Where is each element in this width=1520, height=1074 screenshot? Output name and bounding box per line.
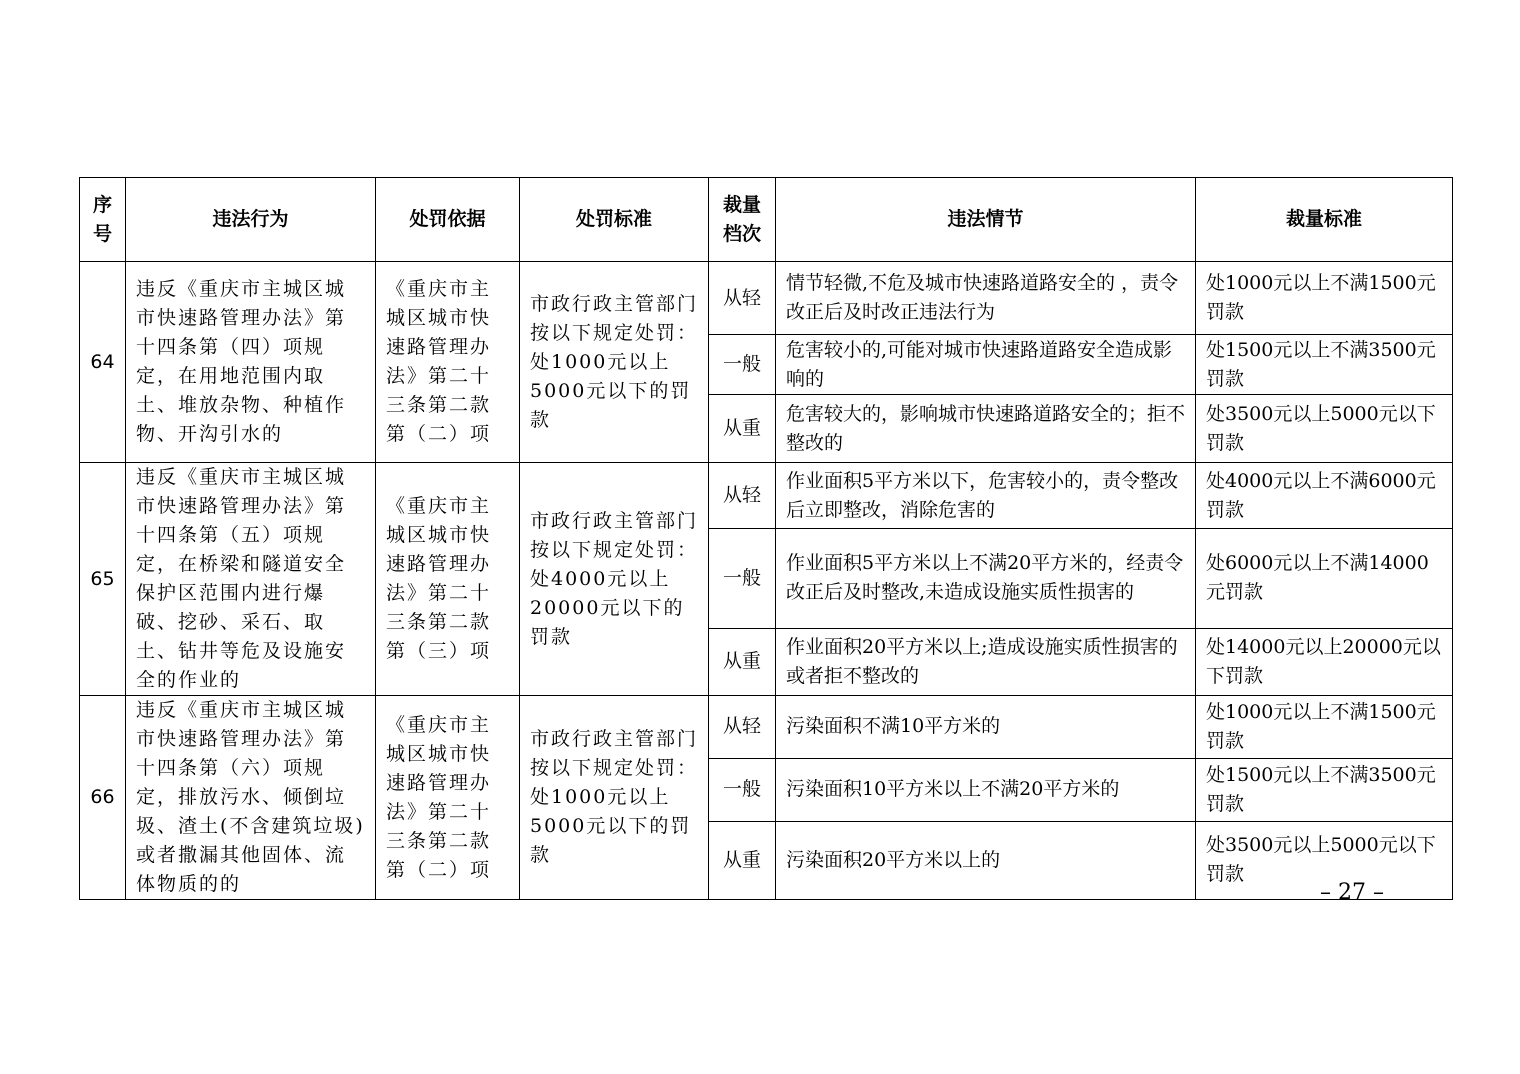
row-discretion: 处14000元以上20000元以下罚款 (1196, 628, 1453, 695)
row-discretion: 处1500元以上不满3500元罚款 (1196, 758, 1453, 821)
row-grade: 从轻 (709, 696, 776, 759)
row-discretion: 处3500元以上5000元以下罚款 (1196, 395, 1453, 463)
row-grade: 一般 (709, 529, 776, 629)
row-violation: 违反《重庆市主城区城市快速路管理办法》第十四条第（五）项规定，在桥梁和隧道安全保护区范围内进行爆破、挖砂、采石、取土、钻井等危及设施安全的作业的 (126, 463, 376, 696)
row-grade: 从重 (709, 821, 776, 899)
row-seq: 65 (80, 463, 126, 696)
header-circumstance: 违法情节 (776, 178, 1196, 262)
row-discretion: 处3500元以上5000元以下罚款 (1196, 821, 1453, 899)
header-discretion: 裁量标准 (1196, 178, 1453, 262)
row-circumstance: 危害较小的,可能对城市快速路道路安全造成影响的 (776, 335, 1196, 395)
header-seq: 序号 (80, 178, 126, 262)
row-circumstance: 危害较大的，影响城市快速路道路安全的；拒不整改的 (776, 395, 1196, 463)
row-seq: 66 (80, 696, 126, 900)
page-number: – 27 – (1320, 880, 1384, 905)
row-discretion: 处1500元以上不满3500元罚款 (1196, 335, 1453, 395)
row-discretion: 处6000元以上不满14000元罚款 (1196, 529, 1453, 629)
row-circumstance: 污染面积20平方米以上的 (776, 821, 1196, 899)
row-discretion: 处1000元以上不满1500元罚款 (1196, 262, 1453, 335)
row-circumstance: 作业面积20平方米以上;造成设施实质性损害的或者拒不整改的 (776, 628, 1196, 695)
row-circumstance: 情节轻微,不危及城市快速路道路安全的 ，责令改正后及时改正违法行为 (776, 262, 1196, 335)
table-row (80, 262, 1453, 335)
row-violation: 违反《重庆市主城区城市快速路管理办法》第十四条第（四）项规定，在用地范围内取土、堆放杂物、种植作物、开沟引水的 (126, 262, 376, 463)
table-row (80, 696, 1453, 759)
row-circumstance: 污染面积不满10平方米的 (776, 696, 1196, 759)
row-basis: 《重庆市主城区城市快速路管理办法》第二十三条第二款第（三）项 (376, 463, 520, 696)
row-discretion: 处1000元以上不满1500元罚款 (1196, 696, 1453, 759)
penalty-discretion-table (79, 177, 1453, 900)
row-grade: 从轻 (709, 463, 776, 529)
row-grade: 一般 (709, 335, 776, 395)
row-circumstance: 作业面积5平方米以下，危害较小的，责令整改后立即整改，消除危害的 (776, 463, 1196, 529)
row-discretion: 处4000元以上不满6000元罚款 (1196, 463, 1453, 529)
table-row (80, 463, 1453, 529)
row-basis: 《重庆市主城区城市快速路管理办法》第二十三条第二款第（二）项 (376, 262, 520, 463)
header-violation: 违法行为 (126, 178, 376, 262)
header-standard: 处罚标准 (520, 178, 709, 262)
header-grade: 裁量档次 (709, 178, 776, 262)
row-basis: 《重庆市主城区城市快速路管理办法》第二十三条第二款第（二）项 (376, 696, 520, 900)
row-seq: 64 (80, 262, 126, 463)
row-grade: 从轻 (709, 262, 776, 335)
row-circumstance: 作业面积5平方米以上不满20平方米的，经责令改正后及时整改,未造成设施实质性损害的 (776, 529, 1196, 629)
row-standard: 市政行政主管部门按以下规定处罚：处4000元以上20000元以下的罚款 (520, 463, 709, 696)
row-standard: 市政行政主管部门按以下规定处罚：处1000元以上5000元以下的罚款 (520, 262, 709, 463)
header-basis: 处罚依据 (376, 178, 520, 262)
row-grade: 从重 (709, 628, 776, 695)
row-grade: 从重 (709, 395, 776, 463)
row-standard: 市政行政主管部门按以下规定处罚：处1000元以上5000元以下的罚款 (520, 696, 709, 900)
row-violation: 违反《重庆市主城区城市快速路管理办法》第十四条第（六）项规定，排放污水、倾倒垃圾、渣土(不含建筑垃圾)或者撒漏其他固体、流体物质的的 (126, 696, 376, 900)
row-circumstance: 污染面积10平方米以上不满20平方米的 (776, 758, 1196, 821)
table-header-row (80, 178, 1453, 262)
row-grade: 一般 (709, 758, 776, 821)
